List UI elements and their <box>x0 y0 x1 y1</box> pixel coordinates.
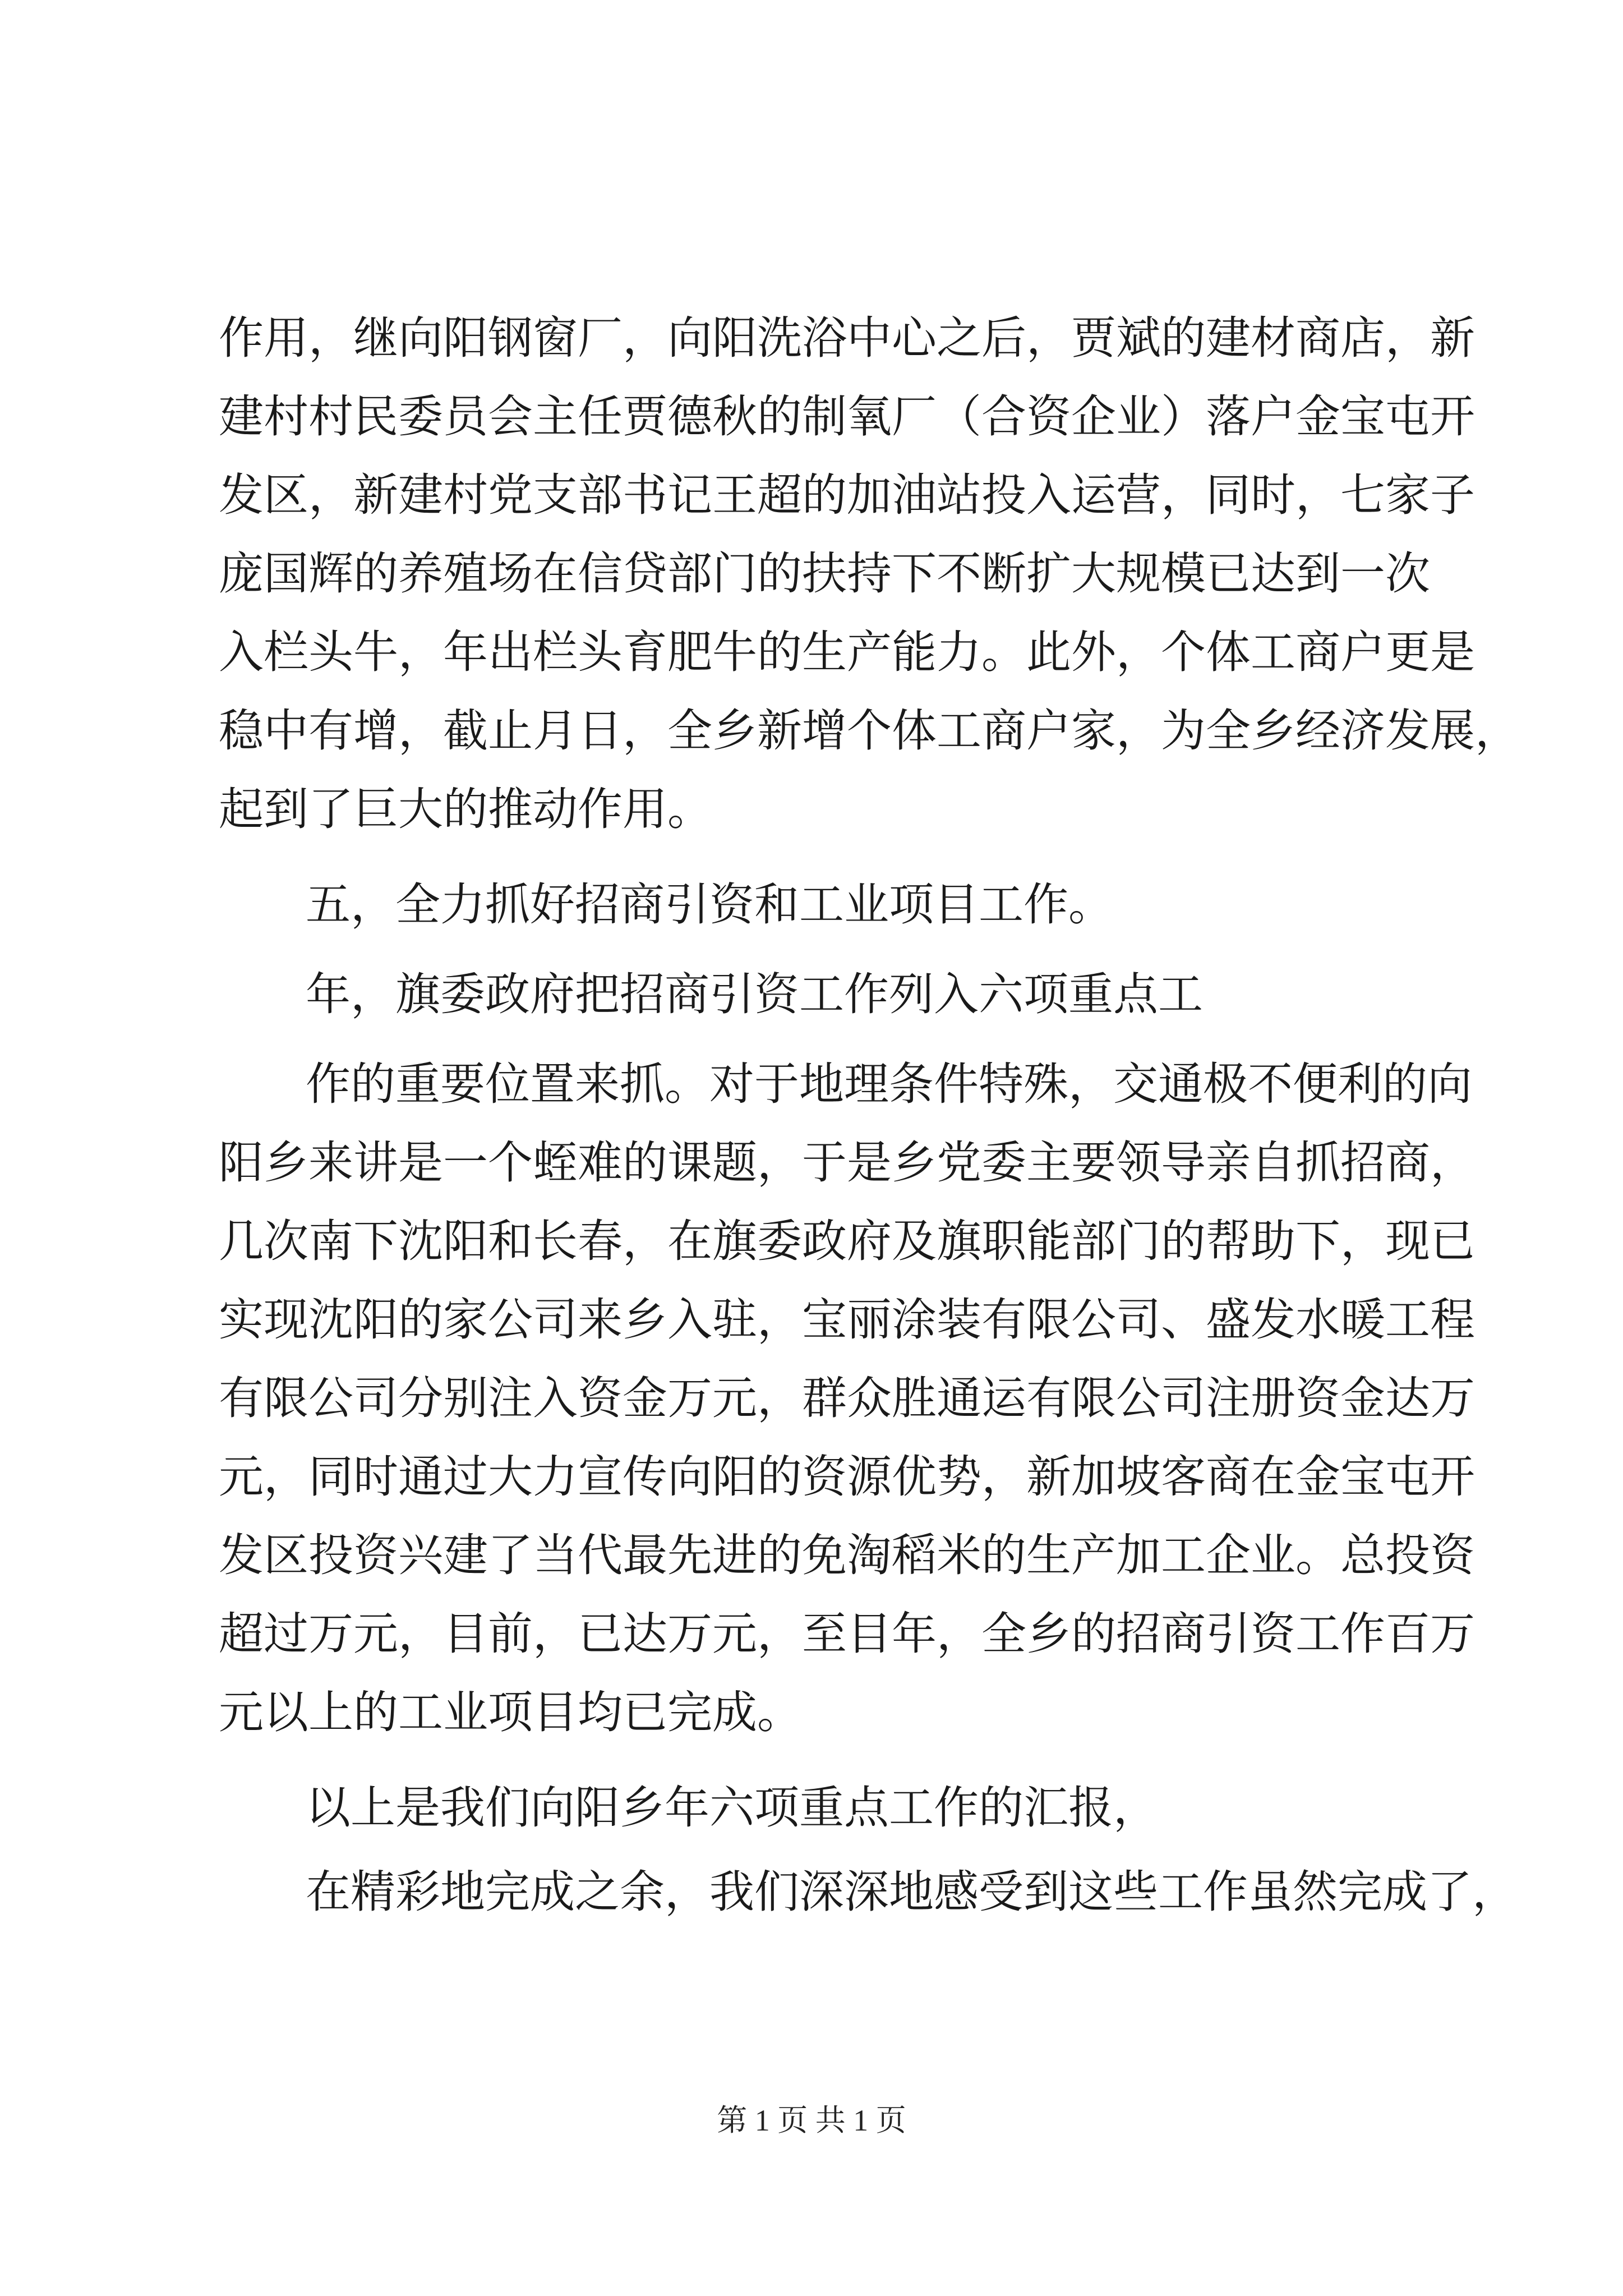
body-text-line: 以上是我们向阳乡年六项重点工作的汇报， <box>306 1782 1158 1834</box>
section-heading: 五，全力抓好招商引资和工业项目工作。 <box>306 878 1113 931</box>
body-text-line: 发区投资兴建了当代最先进的免淘稻米的生产加工企业。总投资 <box>219 1529 1475 1581</box>
body-text-line: 作的重要位置来抓。对于地理条件特殊，交通极不便利的向 <box>306 1058 1472 1110</box>
body-text-line: 建村村民委员会主任贾德秋的制氧厂（合资企业）落户金宝屯开 <box>219 390 1475 443</box>
body-text-line: 稳中有增，截止月日，全乡新增个体工商户家，为全乡经济发展， <box>219 705 1520 757</box>
body-text-line: 阳乡来讲是一个蛭难的课题，于是乡党委主要领导亲自抓招商， <box>219 1137 1475 1189</box>
body-text-line: 元以上的工业项目均已完成。 <box>219 1686 802 1738</box>
body-text-line: 庞国辉的养殖场在信贷部门的扶持下不断扩大规模已达到一次 <box>219 547 1430 600</box>
body-text-line: 发区，新建村党支部书记王超的加油站投入运营，同时，七家子 <box>219 469 1475 521</box>
body-text-line: 元，同时通过大力宣传向阳的资源优势，新加坡客商在金宝屯开 <box>219 1451 1475 1503</box>
body-text-line: 在精彩地完成之余，我们深深地感受到这些工作虽然完成了， <box>306 1866 1517 1918</box>
body-text-line: 作用，继向阳钢窗厂，向阳洗浴中心之后，贾斌的建材商店，新 <box>219 312 1475 364</box>
body-text-line: 起到了巨大的推动作用。 <box>219 783 712 835</box>
body-text-line: 超过万元，目前，已达万元，至目年，全乡的招商引资工作百万 <box>219 1608 1475 1660</box>
body-text-line: 入栏头牛，年出栏头育肥牛的生产能力。此外，个体工商户更是 <box>219 626 1475 678</box>
page-number-footer: 第 1 页 共 1 页 <box>717 2104 906 2137</box>
body-text-line: 实现沈阳的家公司来乡入驻，宝丽涂装有限公司、盛发水暖工程 <box>219 1294 1475 1346</box>
body-text-line: 有限公司分别注入资金万元，群众胜通运有限公司注册资金达万 <box>219 1372 1475 1424</box>
body-text-line: 年，旗委政府把招商引资工作列入六项重点工 <box>306 968 1203 1020</box>
body-text-line: 几次南下沈阳和长春，在旗委政府及旗职能部门的帮助下，现已 <box>219 1215 1475 1267</box>
